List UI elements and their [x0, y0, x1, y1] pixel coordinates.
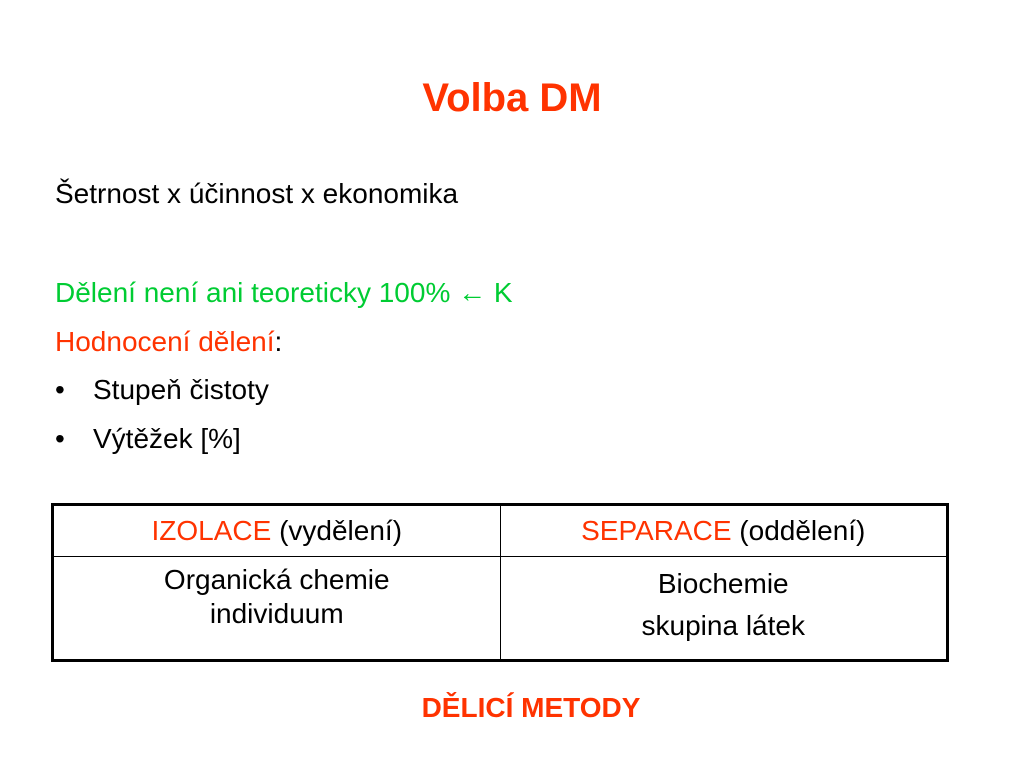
footer-caption: DĚLICÍ METODY [421, 692, 641, 723]
evaluation-heading [55, 325, 282, 359]
body-cell-izolace [53, 557, 501, 661]
header-rest: (vydělení) [271, 515, 403, 546]
comparison-table [51, 503, 949, 662]
header-highlight: IZOLACE [151, 515, 272, 546]
bullet-item [55, 422, 241, 456]
header-cell-izolace [53, 505, 501, 557]
cell-line: skupina látek [641, 610, 805, 641]
table-body-row [53, 557, 948, 661]
criteria-line: Šetrnost x účinnost x ekonomika [55, 178, 459, 209]
bullet-item [55, 373, 269, 407]
bullet-text: Stupeň čistoty [93, 374, 269, 405]
separation-note: Dělení není ani teoreticky 100% ← K [55, 277, 513, 308]
body-cell-separace [500, 557, 948, 661]
header-cell-separace [500, 505, 948, 557]
table-header-row [53, 505, 948, 557]
bullet-dot-icon: • [55, 423, 65, 454]
evaluation-label: Hodnocení dělení [55, 326, 275, 357]
evaluation-colon: : [274, 326, 283, 357]
header-highlight: SEPARACE [581, 515, 732, 546]
bullet-dot-icon: • [55, 374, 65, 405]
cell-line: Organická chemie [163, 564, 390, 595]
slide-title: Volba DM [422, 76, 602, 120]
cell-line: Biochemie [657, 568, 789, 599]
bullet-text: Výtěžek [%] [93, 423, 241, 454]
header-rest: (oddělení) [731, 515, 866, 546]
cell-line: individuum [209, 598, 344, 629]
